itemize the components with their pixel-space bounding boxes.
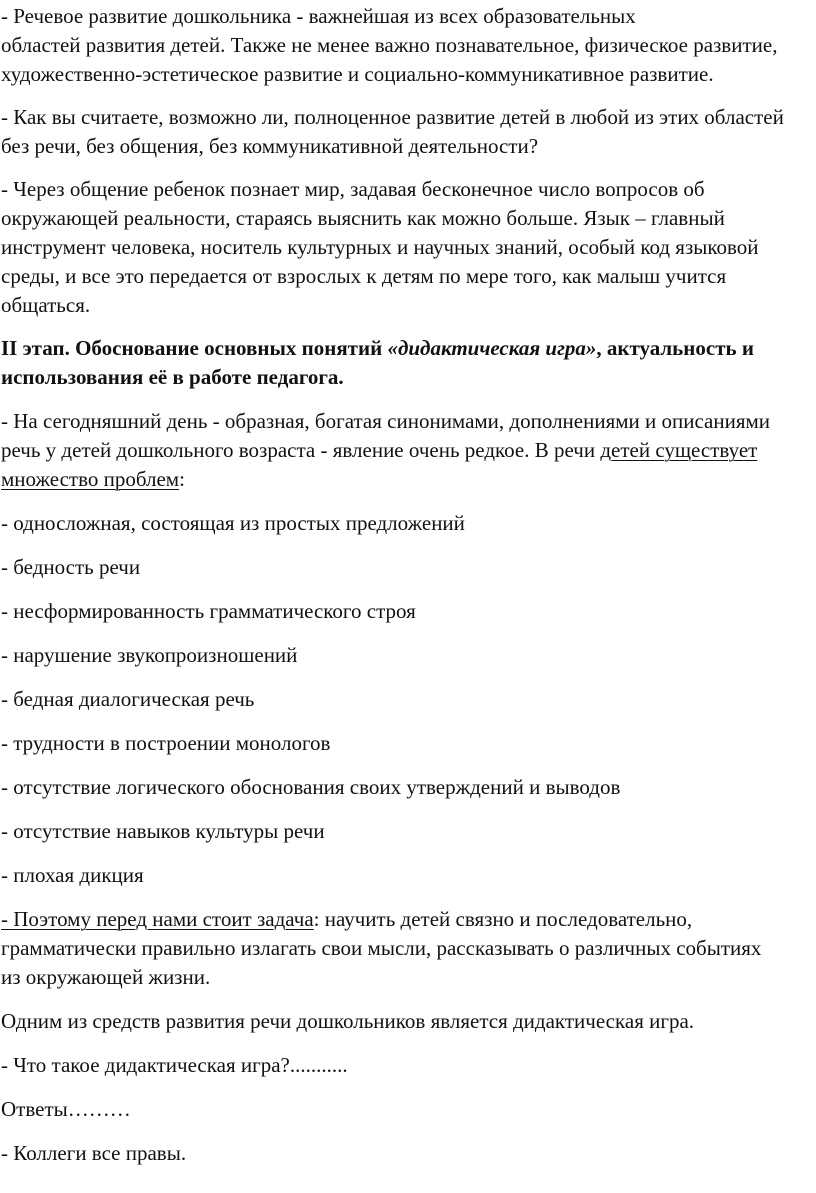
communication-line-5: общаться.: [1, 293, 91, 317]
problems-paragraph: [0, 407, 816, 494]
question-line-1: - Как вы считаете, возможно ли, полноценное развитие детей в любой из этих областей: [1, 105, 784, 129]
problems-underlined-1: детей существует: [600, 438, 758, 462]
problems-line-3-end: :: [179, 467, 185, 491]
problems-line-1: - На сегодняшний день - образная, богатая синонимами, дополнениями и описаниями: [1, 409, 771, 433]
list-item: - плохая дикция: [1, 863, 144, 887]
list-item: - несформированность грамматического строя: [1, 599, 416, 623]
list-item: - отсутствие навыков культуры речи: [1, 819, 325, 843]
answers-line: Ответы………: [1, 1097, 131, 1121]
intro-line-2: областей развития детей. Также не менее важно познавательное, физическое развитие,: [1, 33, 778, 57]
task-line-1-rest: : научить детей связно и последовательно,: [313, 907, 693, 931]
stage-heading-part2: , актуальность и: [596, 336, 754, 360]
didactic-statement: Одним из средств развития речи дошкольников является дидактическая игра.: [1, 1009, 695, 1033]
task-paragraph: [0, 905, 816, 992]
list-item: - бедная диалогическая речь: [1, 687, 255, 711]
task-underlined: - Поэтому перед нами стоит задача: [1, 907, 314, 931]
intro-line-3: художественно-эстетическое развитие и социально-коммуникативное развитие.: [1, 62, 714, 86]
stage-heading: [0, 334, 816, 392]
intro-line-1: - Речевое развитие дошкольника - важнейшая из всех образовательных: [1, 4, 636, 28]
communication-line-3: инструмент человека, носитель культурных и научных знаний, особый код языковой: [1, 235, 759, 259]
list-item: - бедность речи: [1, 555, 141, 579]
intro-paragraph: [0, 2, 816, 89]
question-paragraph: [0, 103, 816, 161]
stage-heading-part1: II этап. Обоснование основных понятий: [1, 336, 388, 360]
list-item: - нарушение звукопроизношений: [1, 643, 298, 667]
list-item: - односложная, состоящая из простых предложений: [1, 511, 465, 535]
task-line-2: грамматически правильно излагать свои мысли, рассказывать о различных событиях: [1, 936, 762, 960]
communication-line-1: - Через общение ребенок познает мир, задавая бесконечное число вопросов об: [1, 177, 705, 201]
problems-underlined-2: множество проблем: [1, 467, 180, 491]
didactic-question: - Что такое дидактическая игра?...........: [1, 1053, 348, 1077]
problems-line-2-start: речь у детей дошкольного возраста - явление очень редкое. В речи: [1, 438, 601, 462]
colleagues-line: - Коллеги все правы.: [1, 1141, 187, 1165]
problems-list: [0, 509, 816, 890]
communication-line-2: окружающей реальности, стараясь выяснить как можно больше. Язык – главный: [1, 206, 725, 230]
list-item: - трудности в построении монологов: [1, 731, 331, 755]
question-line-2: без речи, без общения, без коммуникативной деятельности?: [1, 134, 539, 158]
communication-paragraph: [0, 175, 816, 320]
stage-heading-term: «дидактическая игра»: [387, 336, 597, 360]
communication-line-4: среды, и все это передается от взрослых к детям по мере того, как малыш учится: [1, 264, 727, 288]
task-line-3: из окружающей жизни.: [1, 965, 211, 989]
stage-heading-line2: использования её в работе педагога.: [1, 365, 344, 389]
list-item: - отсутствие логического обоснования своих утверждений и выводов: [1, 775, 621, 799]
